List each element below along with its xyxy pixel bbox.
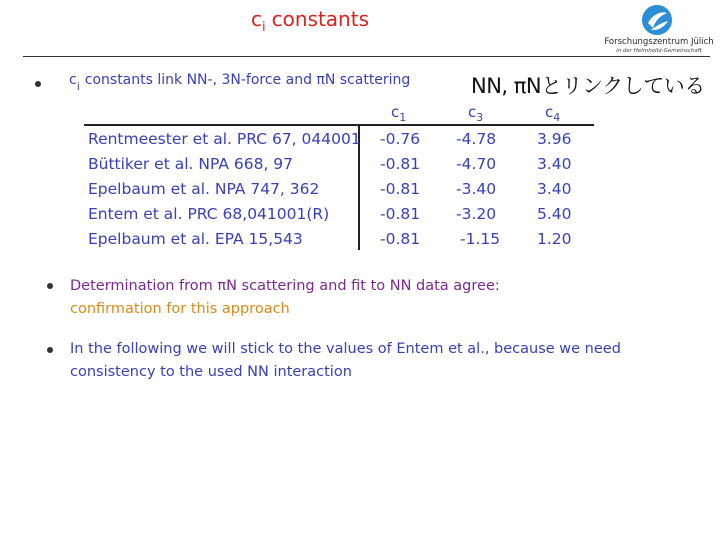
row-c1: -0.81 bbox=[380, 205, 421, 223]
row-c4: 3.40 bbox=[537, 155, 572, 173]
bullet2-line2: confirmation for this approach bbox=[70, 301, 290, 317]
table-header-rule bbox=[84, 124, 594, 126]
slide-title bbox=[251, 7, 369, 35]
title-divider bbox=[23, 56, 710, 57]
col-header-c1-sub: 1 bbox=[399, 111, 407, 124]
bullet1-subscript: i bbox=[76, 80, 80, 93]
bullet-marker bbox=[47, 347, 53, 353]
row-c1: -0.81 bbox=[380, 180, 421, 198]
row-reference: Büttiker et al. NPA 668, 97 bbox=[88, 155, 294, 173]
row-c1: -0.81 bbox=[380, 230, 421, 248]
row-reference: Entem et al. PRC 68,041001(R) bbox=[88, 205, 330, 223]
title-subscript: i bbox=[262, 20, 266, 35]
bullet1-body: constants link NN-, 3N-force and πN scattering bbox=[84, 72, 411, 88]
title-c: c bbox=[251, 7, 262, 31]
row-c3: -4.70 bbox=[456, 155, 497, 173]
row-c1: -0.81 bbox=[380, 155, 421, 173]
bullet3-line1: In the following we will stick to the values of Entem et al., because we need bbox=[70, 341, 621, 357]
bullet3-line2: consistency to the used NN interaction bbox=[70, 364, 352, 380]
bullet1-c: c bbox=[69, 72, 77, 88]
row-c4: 3.96 bbox=[537, 130, 572, 148]
col-header-c4-sub: 4 bbox=[553, 111, 561, 124]
row-c4: 5.40 bbox=[537, 205, 572, 223]
row-c3: -3.20 bbox=[456, 205, 497, 223]
bullet2-line1: Determination from πN scattering and fit to NN data agree: bbox=[70, 278, 500, 294]
row-reference: Epelbaum et al. NPA 747, 362 bbox=[88, 180, 320, 198]
bullet-marker bbox=[35, 81, 41, 87]
col-header-c1 bbox=[391, 103, 406, 124]
col-header-c1-letter: c bbox=[391, 103, 400, 121]
institution-logo bbox=[603, 4, 715, 54]
row-c3: -4.78 bbox=[456, 130, 497, 148]
logo-name: Forschungszentrum Jülich bbox=[604, 37, 714, 47]
col-header-c3-letter: c bbox=[468, 103, 477, 121]
row-c3: -1.15 bbox=[460, 230, 501, 248]
row-c1: -0.76 bbox=[380, 130, 421, 148]
logo-subtitle: in der Helmholtz-Gemeinschaft bbox=[616, 48, 702, 54]
title-text: constants bbox=[271, 7, 369, 31]
logo-swoosh-icon bbox=[641, 4, 673, 36]
row-reference: Rentmeester et al. PRC 67, 044001 bbox=[88, 130, 361, 148]
bullet-marker bbox=[47, 283, 53, 289]
row-c3: -3.40 bbox=[456, 180, 497, 198]
col-header-c3-sub: 3 bbox=[476, 111, 484, 124]
japanese-annotation: NN, πNとリンクしている bbox=[471, 74, 705, 98]
col-header-c3 bbox=[468, 103, 483, 124]
col-header-c4 bbox=[545, 103, 560, 124]
row-c4: 1.20 bbox=[537, 230, 572, 248]
row-c4: 3.40 bbox=[537, 180, 572, 198]
bullet1-text bbox=[69, 72, 410, 93]
row-reference: Epelbaum et al. EPA 15,543 bbox=[88, 230, 303, 248]
col-header-c4-letter: c bbox=[545, 103, 554, 121]
